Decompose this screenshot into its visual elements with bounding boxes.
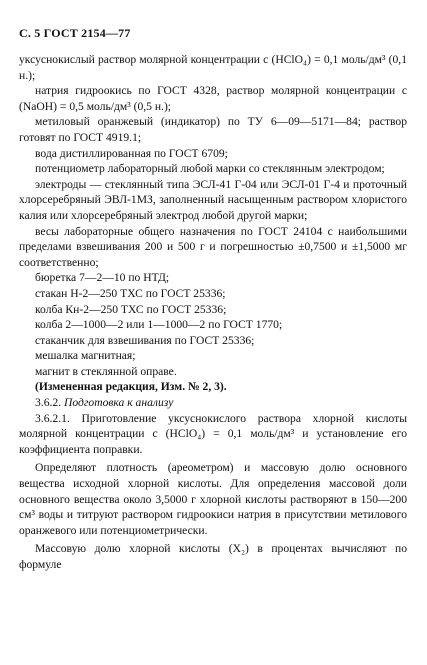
section-number: 3.6.2. [35,396,62,410]
paragraph-formula: Массовую долю хлорной кислоты (X₂) в процентах вычисляют по формуле [19,542,407,571]
list-item: метиловый оранжевый (индикатор) по ТУ 6—09—5171—84; раствор готовят по ГОСТ 4919.1; [19,115,407,144]
list-item: натрия гидроокись по ГОСТ 4328, раствор молярной концентрации c (NaOH) = 0,5 моль/дм³ (0,5 н.); [19,84,407,113]
list-item: магнит в стеклянной оправе. [35,364,177,378]
list-item: колба Кн-2—250 ТХС по ГОСТ 25336; [35,302,227,316]
paragraph-3621: 3.6.2.1. Приготовление уксуснокислого раствора хлорной кислоты молярной концентрации c (HClO₄) = 0,1 моль/дм³ и установление его коэффициента поправки. [19,411,407,456]
section-title: Подготовка к анализу [64,396,174,410]
list-item: потенциометр лабораторный любой марки со стеклянным электродом; [35,162,385,176]
list-item: стаканчик для взвешивания по ГОСТ 25336; [35,333,255,347]
list-item: мешалка магнитная; [35,349,136,363]
revision-note: (Измененная редакция, Изм. № 2, 3). [35,380,227,394]
list-item: уксуснокислый раствор молярной концентрации c (HClO₄) = 0,1 моль/дм³ (0,1 н.); [19,53,407,82]
reagent-list [19,52,407,379]
section-heading [19,395,407,411]
list-item: колба 2—1000—2 или 1—1000—2 по ГОСТ 1770; [35,318,283,332]
list-item: стакан Н-2—250 ТХС по ГОСТ 25336; [35,286,226,300]
list-item: электроды — стеклянный типа ЭСЛ-41 Г-04 или ЭСЛ-01 Г-4 и проточный хлорсеребряный ЭВЛ-1МЗ, заполненный насыщенным раствором хлористого калия или хлорсеребряный электрод любой другой марки; [19,177,407,222]
page-header: С. 5 ГОСТ 2154—77 [19,26,131,40]
list-item: бюретка 7—2—10 по НТД; [35,271,170,285]
list-item: вода дистиллированная по ГОСТ 6709; [35,146,228,160]
paragraph-density: Определяют плотность (ареометром) и массовую долю основного вещества исходной хлорной кислоты. Для определения массовой доли основного вещества около 3,5000 г хлорной кислоты растворяют в 150—200 см³ воды и титруют раствором гидроокиси натрия в присутствии метилового оранжевого или потенциометрически. [19,461,407,537]
document-body [19,52,407,573]
list-item: весы лабораторные общего назначения по ГОСТ 24104 с наибольшими пределами взвешивания 200 и 500 г и погрешностью ±0,7500 и ±1,5000 мг соответственно; [19,224,407,269]
